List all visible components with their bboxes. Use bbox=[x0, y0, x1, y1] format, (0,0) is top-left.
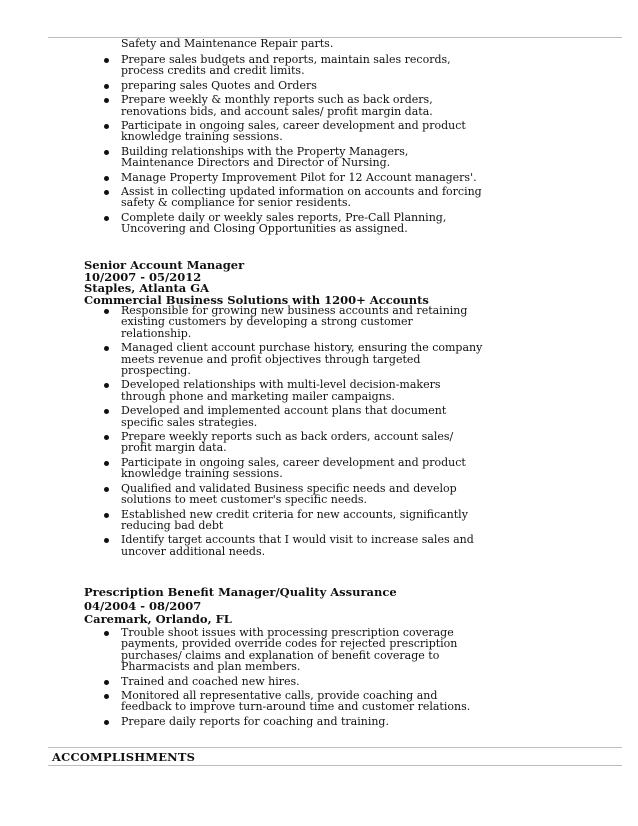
bullet-item bbox=[121, 94, 482, 117]
bullet-icon bbox=[104, 513, 109, 518]
continued-bullet-line: Safety and Maintenance Repair parts. bbox=[121, 37, 334, 50]
bullet-icon bbox=[104, 487, 109, 492]
bullet-icon bbox=[104, 409, 109, 414]
bullet-text-line: Maintenance Directors and Director of Nursing. bbox=[121, 156, 391, 170]
bullet-text-line: Responsible for growing new business accounts and retaining bbox=[121, 304, 468, 317]
bullet-text-line: knowledge training sessions. bbox=[121, 130, 283, 144]
bullet-text-line: Monitored all representative calls, provide coaching and bbox=[121, 689, 438, 703]
bullet-text-line: Qualified and validated Business specific needs and develop bbox=[121, 481, 457, 495]
bullet-icon bbox=[104, 631, 109, 636]
bullet-icon bbox=[104, 176, 109, 181]
bullet-text-line: Building relationships with the Property Managers, bbox=[121, 144, 409, 158]
bullet-text-line: Prepare weekly reports such as back orders, account sales/ bbox=[121, 430, 454, 444]
bullet-text-line: Prepare sales budgets and reports, maintain sales records, bbox=[121, 53, 451, 66]
bullet-text-line: process credits and credit limits. bbox=[121, 64, 305, 78]
section-divider bbox=[48, 765, 622, 766]
job-header-caremark bbox=[84, 587, 397, 626]
bullet-text-line: Managed client account purchase history, ensuring the company bbox=[121, 341, 483, 355]
bullet-item bbox=[121, 172, 482, 183]
bullet-text-line: Participate in ongoing sales, career development and product bbox=[121, 119, 466, 133]
bullet-icon bbox=[104, 124, 109, 129]
bullet-text-line: Complete daily or weekly sales reports, Pre-Call Planning, bbox=[121, 210, 447, 224]
bullet-icon bbox=[104, 98, 109, 103]
bullet-item bbox=[121, 716, 470, 727]
bullet-item bbox=[121, 186, 482, 209]
bullet-text-line: feedback to improve turn-around time and customer relations. bbox=[121, 700, 471, 714]
bullet-icon bbox=[104, 694, 109, 699]
bullet-item bbox=[121, 212, 482, 235]
bullet-icon bbox=[104, 720, 109, 725]
bullet-text-line: preparing sales Quotes and Orders bbox=[121, 78, 317, 92]
job-title: Prescription Benefit Manager/Quality Assurance bbox=[84, 585, 397, 599]
bullet-text-line: Identify target accounts that I would visit to increase sales and bbox=[121, 533, 474, 547]
bullet-item bbox=[121, 690, 470, 713]
bullet-item bbox=[121, 431, 482, 454]
bullet-text-line: solutions to meet customer's specific needs. bbox=[121, 493, 368, 507]
job-duties-list bbox=[121, 305, 482, 560]
bullet-text-line: relationship. bbox=[121, 326, 192, 340]
job-title: Senior Account Manager bbox=[84, 258, 245, 272]
bullet-text-line: through phone and marketing mailer campaigns. bbox=[121, 389, 395, 403]
bullet-icon bbox=[104, 309, 109, 314]
bullet-text-line: Assist in collecting updated information on accounts and forcing bbox=[121, 185, 482, 199]
section-divider bbox=[48, 747, 622, 748]
bullet-item bbox=[121, 457, 482, 480]
bullet-text-line: payments, provided override codes for rejected prescription bbox=[121, 637, 458, 651]
job-duties-list bbox=[121, 54, 482, 238]
bullet-item bbox=[121, 305, 482, 339]
section-heading-accomplishments: ACCOMPLISHMENTS bbox=[52, 750, 196, 764]
job-dates: 10/2007 - 05/2012 bbox=[84, 269, 202, 284]
bullet-text-line: existing customers by developing a strong customer bbox=[121, 315, 413, 329]
bullet-icon bbox=[104, 383, 109, 388]
job-company: Caremark, Orlando, FL bbox=[84, 612, 232, 626]
bullet-text-line: knowledge training sessions. bbox=[121, 467, 283, 481]
bullet-item bbox=[121, 534, 482, 557]
job-division: Commercial Business Solutions with 1200+ Accounts bbox=[84, 292, 429, 307]
bullet-item bbox=[121, 80, 482, 91]
bullet-icon bbox=[104, 190, 109, 195]
bullet-text-line: Pharmacists and plan members. bbox=[121, 660, 301, 674]
bullet-text-line: specific sales strategies. bbox=[121, 415, 258, 429]
bullet-item bbox=[121, 120, 482, 143]
bullet-text-line: Trouble shoot issues with processing prescription coverage bbox=[121, 626, 454, 639]
bullet-item bbox=[121, 509, 482, 532]
bullet-icon bbox=[104, 216, 109, 221]
bullet-item bbox=[121, 483, 482, 506]
job-duties-list bbox=[121, 627, 470, 730]
bullet-text-line: Prepare weekly & monthly reports such as back orders, bbox=[121, 93, 433, 107]
bullet-icon bbox=[104, 346, 109, 351]
bullet-text-line: renovations bids, and account sales/ profit margin data. bbox=[121, 104, 433, 118]
bullet-text-line: Trained and coached new hires. bbox=[121, 674, 300, 688]
bullet-text-line: reducing bad debt bbox=[121, 518, 224, 532]
bullet-icon bbox=[104, 461, 109, 466]
bullet-text-line: Manage Property Improvement Pilot for 12 Account managers'. bbox=[121, 170, 477, 184]
bullet-item bbox=[121, 627, 470, 673]
bullet-text-line: Uncovering and Closing Opportunities as assigned. bbox=[121, 222, 408, 236]
bullet-item bbox=[121, 342, 482, 376]
bullet-item bbox=[121, 405, 482, 428]
bullet-text-line: uncover additional needs. bbox=[121, 544, 266, 558]
job-dates: 04/2004 - 08/2007 bbox=[84, 599, 202, 613]
bullet-item bbox=[121, 146, 482, 169]
bullet-text-line: safety & compliance for senior residents. bbox=[121, 196, 352, 210]
bullet-icon bbox=[104, 58, 109, 63]
job-company: Staples, Atlanta GA bbox=[84, 281, 210, 296]
bullet-text-line: Participate in ongoing sales, career development and product bbox=[121, 455, 466, 469]
bullet-icon bbox=[104, 435, 109, 440]
bullet-text-line: profit margin data. bbox=[121, 441, 227, 455]
bullet-text-line: Established new credit criteria for new accounts, significantly bbox=[121, 507, 468, 521]
bullet-icon bbox=[104, 150, 109, 155]
bullet-icon bbox=[104, 680, 109, 685]
bullet-icon bbox=[104, 538, 109, 543]
bullet-text-line: Prepare daily reports for coaching and training. bbox=[121, 714, 389, 728]
bullet-text-line: Developed and implemented account plans that document bbox=[121, 404, 447, 418]
job-header-staples bbox=[84, 260, 429, 306]
bullet-text-line: meets revenue and profit objectives through targeted bbox=[121, 352, 421, 366]
bullet-text-line: Developed relationships with multi-level decision-makers bbox=[121, 378, 441, 392]
bullet-text-line: prospecting. bbox=[121, 364, 191, 378]
bullet-item bbox=[121, 379, 482, 402]
bullet-text-line: purchases/ claims and explanation of benefit coverage to bbox=[121, 648, 440, 662]
bullet-item bbox=[121, 54, 482, 77]
bullet-icon bbox=[104, 84, 109, 89]
bullet-item bbox=[121, 676, 470, 687]
